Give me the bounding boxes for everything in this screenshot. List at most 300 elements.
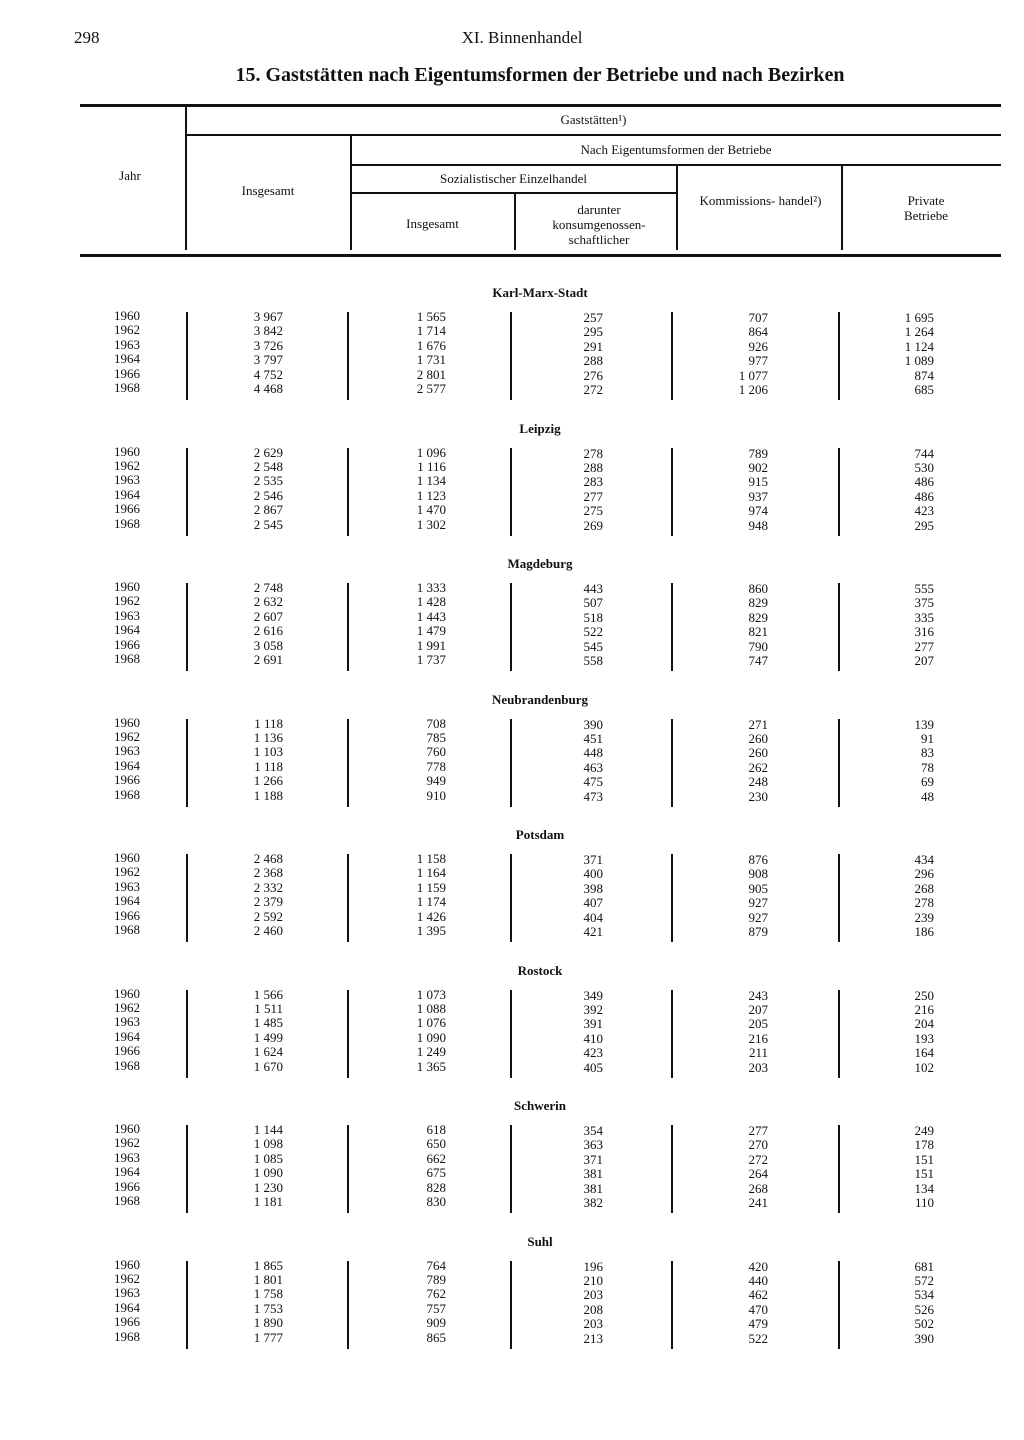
year-cell: 1960 [114,579,140,594]
year-cell: 1963 [114,336,140,352]
value-cell: 440 [748,1272,768,1288]
value-cell: 230 [748,788,768,804]
value-cell: 260 [748,745,768,761]
value-cell: 272 [583,382,603,397]
value-cell: 681 [914,1258,934,1274]
value-cell: 864 [748,324,768,340]
value-cell: 908 [748,866,768,882]
section-title: Potsdam [515,827,565,842]
value-cell: 268 [914,880,934,896]
value-cell: 479 [748,1316,768,1332]
value-cell: 4 468 [253,381,283,396]
value-cell: 789 [748,445,768,461]
value-cell: 1 777 [253,1329,283,1345]
value-cell: 404 [583,909,603,925]
header-insgesamt: Insgesamt [241,183,295,198]
value-cell: 211 [748,1045,768,1061]
value-cell: 1 737 [416,652,446,667]
value-cell: 371 [583,1151,603,1167]
year-cell: 1963 [114,878,140,894]
value-cell: 1 089 [904,353,934,369]
value-cell: 778 [426,758,446,774]
value-cell: 3 726 [253,337,283,353]
value-cell: 2 460 [253,923,283,938]
year-cell: 1962 [114,999,140,1015]
value-cell: 650 [426,1136,446,1152]
value-cell: 1 302 [416,516,446,532]
value-cell: 257 [583,310,603,325]
value-cell: 110 [914,1195,934,1210]
value-cell: 905 [748,880,768,896]
year-cell: 1964 [114,1299,140,1315]
value-cell: 451 [583,730,603,746]
year-cell: 1968 [114,651,140,666]
value-cell: 78 [921,759,934,775]
section-title: Magdeburg [507,556,573,571]
value-cell: 400 [583,866,603,882]
year-cell: 1966 [114,636,140,652]
header-gaststaetten: Gaststätten¹) [560,112,627,127]
value-cell: 239 [914,909,934,925]
value-cell: 448 [583,745,603,761]
value-cell: 3 842 [253,323,283,339]
year-cell: 1966 [114,365,140,381]
value-cell: 2 535 [253,473,283,489]
value-cell: 1 249 [416,1044,446,1060]
year-cell: 1963 [114,472,140,488]
value-cell: 1 164 [416,865,446,881]
value-cell: 463 [583,759,603,775]
value-cell: 1 174 [416,894,446,910]
value-cell: 270 [748,1137,768,1153]
value-cell: 186 [914,924,934,939]
value-cell: 821 [748,624,768,640]
year-cell: 1962 [114,1135,140,1151]
value-cell: 762 [426,1286,446,1302]
value-cell: 1 801 [253,1271,283,1287]
value-cell: 434 [914,852,934,867]
value-cell: 1 499 [253,1029,283,1045]
value-cell: 102 [914,1059,934,1075]
value-cell: 675 [426,1165,446,1181]
value-cell: 1 395 [416,923,446,938]
value-cell: 865 [426,1329,446,1345]
value-cell: 1 103 [253,744,283,760]
value-cell: 398 [583,880,603,896]
value-cell: 3 967 [253,309,283,324]
value-cell: 829 [748,595,768,611]
value-cell: 1 670 [253,1058,283,1074]
section-title: Rostock [517,962,563,978]
value-cell: 1 116 [417,458,446,474]
value-cell: 685 [914,382,934,397]
value-cell: 4 752 [253,366,283,382]
value-cell: 530 [914,459,934,475]
year-cell: 1966 [114,501,140,517]
value-cell: 502 [914,1316,934,1332]
value-cell: 1 123 [416,487,446,503]
value-cell: 1 076 [416,1015,446,1031]
value-cell: 1 266 [253,773,283,789]
value-cell: 1 753 [253,1300,283,1316]
value-cell: 268 [748,1180,768,1196]
value-cell: 203 [748,1059,768,1075]
year-cell: 1962 [114,728,140,744]
value-cell: 278 [583,445,603,461]
value-cell: 2 748 [253,580,283,595]
value-cell: 790 [748,638,768,654]
value-cell: 2 801 [416,366,446,382]
value-cell: 707 [748,310,768,325]
value-cell: 139 [914,716,934,732]
value-cell: 392 [583,1001,603,1017]
value-cell: 381 [583,1166,603,1182]
section-title: Schwerin [514,1098,566,1113]
value-cell: 420 [748,1258,768,1274]
value-cell: 1 365 [416,1058,446,1074]
value-cell: 927 [748,909,768,925]
value-cell: 295 [914,517,934,533]
value-cell: 407 [583,895,603,911]
value-cell: 828 [426,1179,446,1195]
year-cell: 1968 [114,380,140,395]
header-private: Private Betriebe [903,193,949,223]
value-cell: 2 548 [253,458,283,474]
value-cell: 391 [583,1016,603,1032]
value-cell: 2 577 [416,381,446,396]
value-cell: 876 [748,852,768,867]
value-cell: 1 090 [416,1029,446,1045]
year-cell: 1963 [114,743,140,759]
value-cell: 250 [914,987,934,1003]
value-cell: 1 158 [416,851,446,866]
value-cell: 271 [748,716,768,732]
year-cell: 1964 [114,622,140,638]
value-cell: 1 485 [253,1015,283,1031]
value-cell: 151 [914,1166,934,1182]
value-cell: 1 073 [416,986,446,1002]
value-cell: 443 [583,581,603,596]
year-cell: 1966 [114,1178,140,1194]
year-cell: 1964 [114,486,140,502]
value-cell: 860 [748,581,768,596]
value-cell: 1 676 [416,337,446,353]
section-title: Neubrandenburg [491,691,589,707]
value-cell: 382 [583,1195,603,1210]
value-cell: 204 [914,1016,934,1032]
year-cell: 1966 [114,907,140,923]
value-cell: 937 [748,488,768,504]
value-cell: 760 [426,744,446,760]
value-cell: 48 [921,788,934,804]
value-cell: 948 [748,517,768,533]
value-cell: 757 [426,1300,446,1316]
value-cell: 3 058 [253,637,283,653]
year-cell: 1964 [114,893,140,909]
value-cell: 134 [914,1180,934,1196]
value-cell: 764 [426,1257,446,1273]
value-cell: 1 159 [416,879,446,895]
value-cell: 1 136 [253,729,283,745]
value-cell: 1 443 [416,608,446,624]
page-number: 298 [74,28,100,47]
value-cell: 555 [914,581,934,596]
year-cell: 1963 [114,1149,140,1165]
value-cell: 375 [914,595,934,611]
header-year: Jahr [119,168,141,183]
value-cell: 2 368 [253,865,283,881]
header-sozialistisch: Sozialistischer Einzelhandel [440,171,587,186]
year-cell: 1962 [114,322,140,338]
header-darunter: darunter konsumgenossen- schaftlicher [552,202,646,247]
year-cell: 1963 [114,1285,140,1301]
value-cell: 1 098 [253,1136,283,1152]
value-cell: 522 [583,624,603,640]
year-cell: 1966 [114,1043,140,1059]
value-cell: 1 206 [738,382,768,397]
value-cell: 249 [914,1123,934,1138]
year-cell: 1960 [114,714,140,730]
value-cell: 518 [583,609,603,625]
value-cell: 410 [583,1030,603,1046]
value-cell: 390 [583,716,603,732]
value-cell: 708 [426,715,446,731]
value-cell: 371 [583,852,603,867]
value-cell: 1 144 [253,1122,283,1137]
value-cell: 1 096 [416,444,446,460]
value-cell: 277 [583,488,603,504]
value-cell: 381 [583,1180,603,1196]
value-cell: 216 [748,1030,768,1046]
section-title: Leipzig [519,420,561,436]
year-cell: 1962 [114,1270,140,1286]
value-cell: 423 [583,1045,603,1061]
value-cell: 1 428 [416,594,446,610]
value-cell: 2 607 [253,608,283,624]
year-cell: 1964 [114,757,140,773]
value-cell: 296 [914,866,934,882]
value-cell: 1 991 [416,637,446,653]
value-cell: 278 [914,895,934,911]
value-cell: 1 714 [416,323,446,339]
chapter-heading: XI. Binnenhandel [461,28,583,47]
value-cell: 789 [426,1271,446,1287]
value-cell: 178 [914,1137,934,1153]
year-cell: 1968 [114,1193,140,1208]
value-cell: 2 545 [253,516,283,532]
value-cell: 949 [426,773,446,789]
year-cell: 1962 [114,593,140,609]
value-cell: 977 [748,353,768,369]
value-cell: 91 [921,730,934,746]
value-cell: 902 [748,459,768,475]
value-cell: 470 [748,1301,768,1317]
year-cell: 1963 [114,607,140,623]
value-cell: 335 [914,609,934,625]
value-cell: 462 [748,1287,768,1303]
value-cell: 262 [748,759,768,775]
value-cell: 486 [914,488,934,504]
value-cell: 1 188 [253,787,283,803]
value-cell: 874 [914,367,934,383]
value-cell: 269 [583,517,603,533]
value-cell: 2 632 [253,594,283,610]
header-soz-insgesamt: Insgesamt [406,216,459,231]
value-cell: 423 [914,503,934,519]
value-cell: 1 470 [416,502,446,518]
value-cell: 1 333 [416,580,446,595]
value-cell: 1 695 [904,310,934,325]
year-cell: 1960 [114,1121,140,1136]
value-cell: 1 134 [416,473,446,489]
value-cell: 363 [583,1137,603,1153]
value-cell: 283 [583,474,603,490]
year-cell: 1968 [114,515,140,531]
value-cell: 349 [583,987,603,1003]
value-cell: 208 [583,1301,603,1317]
value-cell: 354 [583,1123,603,1138]
value-cell: 276 [583,367,603,383]
value-cell: 193 [914,1030,934,1046]
value-cell: 275 [583,503,603,519]
year-cell: 1960 [114,985,140,1001]
value-cell: 2 616 [253,623,283,639]
value-cell: 2 592 [253,908,283,924]
value-cell: 164 [914,1045,934,1061]
value-cell: 207 [748,1001,768,1017]
year-cell: 1966 [114,772,140,788]
value-cell: 390 [914,1330,934,1346]
value-cell: 316 [914,624,934,640]
value-cell: 1 085 [253,1150,283,1166]
value-cell: 2 629 [253,444,283,460]
table-title: 15. Gaststätten nach Eigentumsformen der Betriebe und nach Bezirken [235,64,845,86]
value-cell: 213 [583,1330,603,1346]
value-cell: 879 [748,924,768,939]
value-cell: 272 [748,1151,768,1167]
value-cell: 1 077 [738,367,768,383]
value-cell: 2 546 [253,487,283,503]
value-cell: 295 [583,324,603,340]
header-kommission: Kommissions- handel²) [699,193,822,208]
value-cell: 1 511 [254,1000,283,1016]
value-cell: 558 [583,653,603,668]
value-cell: 1 426 [416,908,446,924]
value-cell: 1 566 [253,986,283,1002]
year-cell: 1960 [114,850,140,865]
value-cell: 974 [748,503,768,519]
value-cell: 196 [583,1258,603,1274]
value-cell: 291 [583,338,603,354]
value-cell: 1 731 [416,352,446,368]
value-cell: 2 867 [253,502,283,518]
value-cell: 830 [426,1194,446,1209]
year-cell: 1968 [114,1057,140,1073]
value-cell: 69 [921,774,934,790]
value-cell: 2 379 [253,894,283,910]
year-cell: 1962 [114,864,140,880]
value-cell: 241 [748,1195,768,1210]
value-cell: 2 332 [253,879,283,895]
value-cell: 618 [426,1122,446,1137]
value-cell: 3 797 [253,352,283,368]
value-cell: 747 [748,653,768,668]
value-cell: 203 [583,1316,603,1332]
value-cell: 926 [748,338,768,354]
value-cell: 210 [583,1272,603,1288]
year-cell: 1966 [114,1314,140,1330]
value-cell: 264 [748,1166,768,1182]
value-cell: 572 [914,1272,934,1288]
value-cell: 405 [583,1059,603,1075]
value-cell: 1 264 [904,324,934,340]
value-cell: 1 088 [416,1000,446,1016]
value-cell: 1 865 [253,1257,283,1273]
value-cell: 205 [748,1016,768,1032]
value-cell: 207 [914,653,934,668]
value-cell: 216 [914,1001,934,1017]
year-cell: 1964 [114,351,140,367]
value-cell: 785 [426,729,446,745]
value-cell: 910 [426,787,446,803]
value-cell: 1 090 [253,1165,283,1181]
section-title: Karl-Marx-Stadt [492,285,588,300]
year-cell: 1968 [114,922,140,937]
value-cell: 507 [583,595,603,611]
value-cell: 243 [748,987,768,1003]
value-cell: 248 [748,774,768,790]
value-cell: 909 [426,1315,446,1331]
value-cell: 421 [583,924,603,939]
year-cell: 1968 [114,1328,140,1344]
value-cell: 1 624 [253,1044,283,1060]
value-cell: 927 [748,895,768,911]
year-cell: 1968 [114,786,140,802]
value-cell: 1 181 [253,1194,283,1209]
year-cell: 1960 [114,1256,140,1272]
value-cell: 522 [748,1330,768,1346]
value-cell: 288 [583,459,603,475]
value-cell: 1 124 [904,338,934,354]
value-cell: 2 691 [253,652,283,667]
value-cell: 1 758 [253,1286,283,1302]
value-cell: 288 [583,353,603,369]
value-cell: 151 [914,1151,934,1167]
value-cell: 260 [748,730,768,746]
value-cell: 915 [748,474,768,490]
value-cell: 277 [914,638,934,654]
value-cell: 662 [426,1150,446,1166]
value-cell: 2 468 [253,851,283,866]
value-cell: 203 [583,1287,603,1303]
value-cell: 486 [914,474,934,490]
value-cell: 83 [921,745,934,761]
value-cell: 534 [914,1287,934,1303]
value-cell: 545 [583,638,603,654]
year-cell: 1960 [114,443,140,459]
value-cell: 744 [914,445,934,461]
value-cell: 1 118 [254,758,283,774]
year-cell: 1964 [114,1028,140,1044]
section-title: Suhl [527,1233,553,1249]
year-cell: 1962 [114,457,140,473]
year-cell: 1960 [114,308,140,323]
year-cell: 1963 [114,1014,140,1030]
value-cell: 277 [748,1123,768,1138]
value-cell: 1 230 [253,1179,283,1195]
value-cell: 829 [748,609,768,625]
value-cell: 526 [914,1301,934,1317]
